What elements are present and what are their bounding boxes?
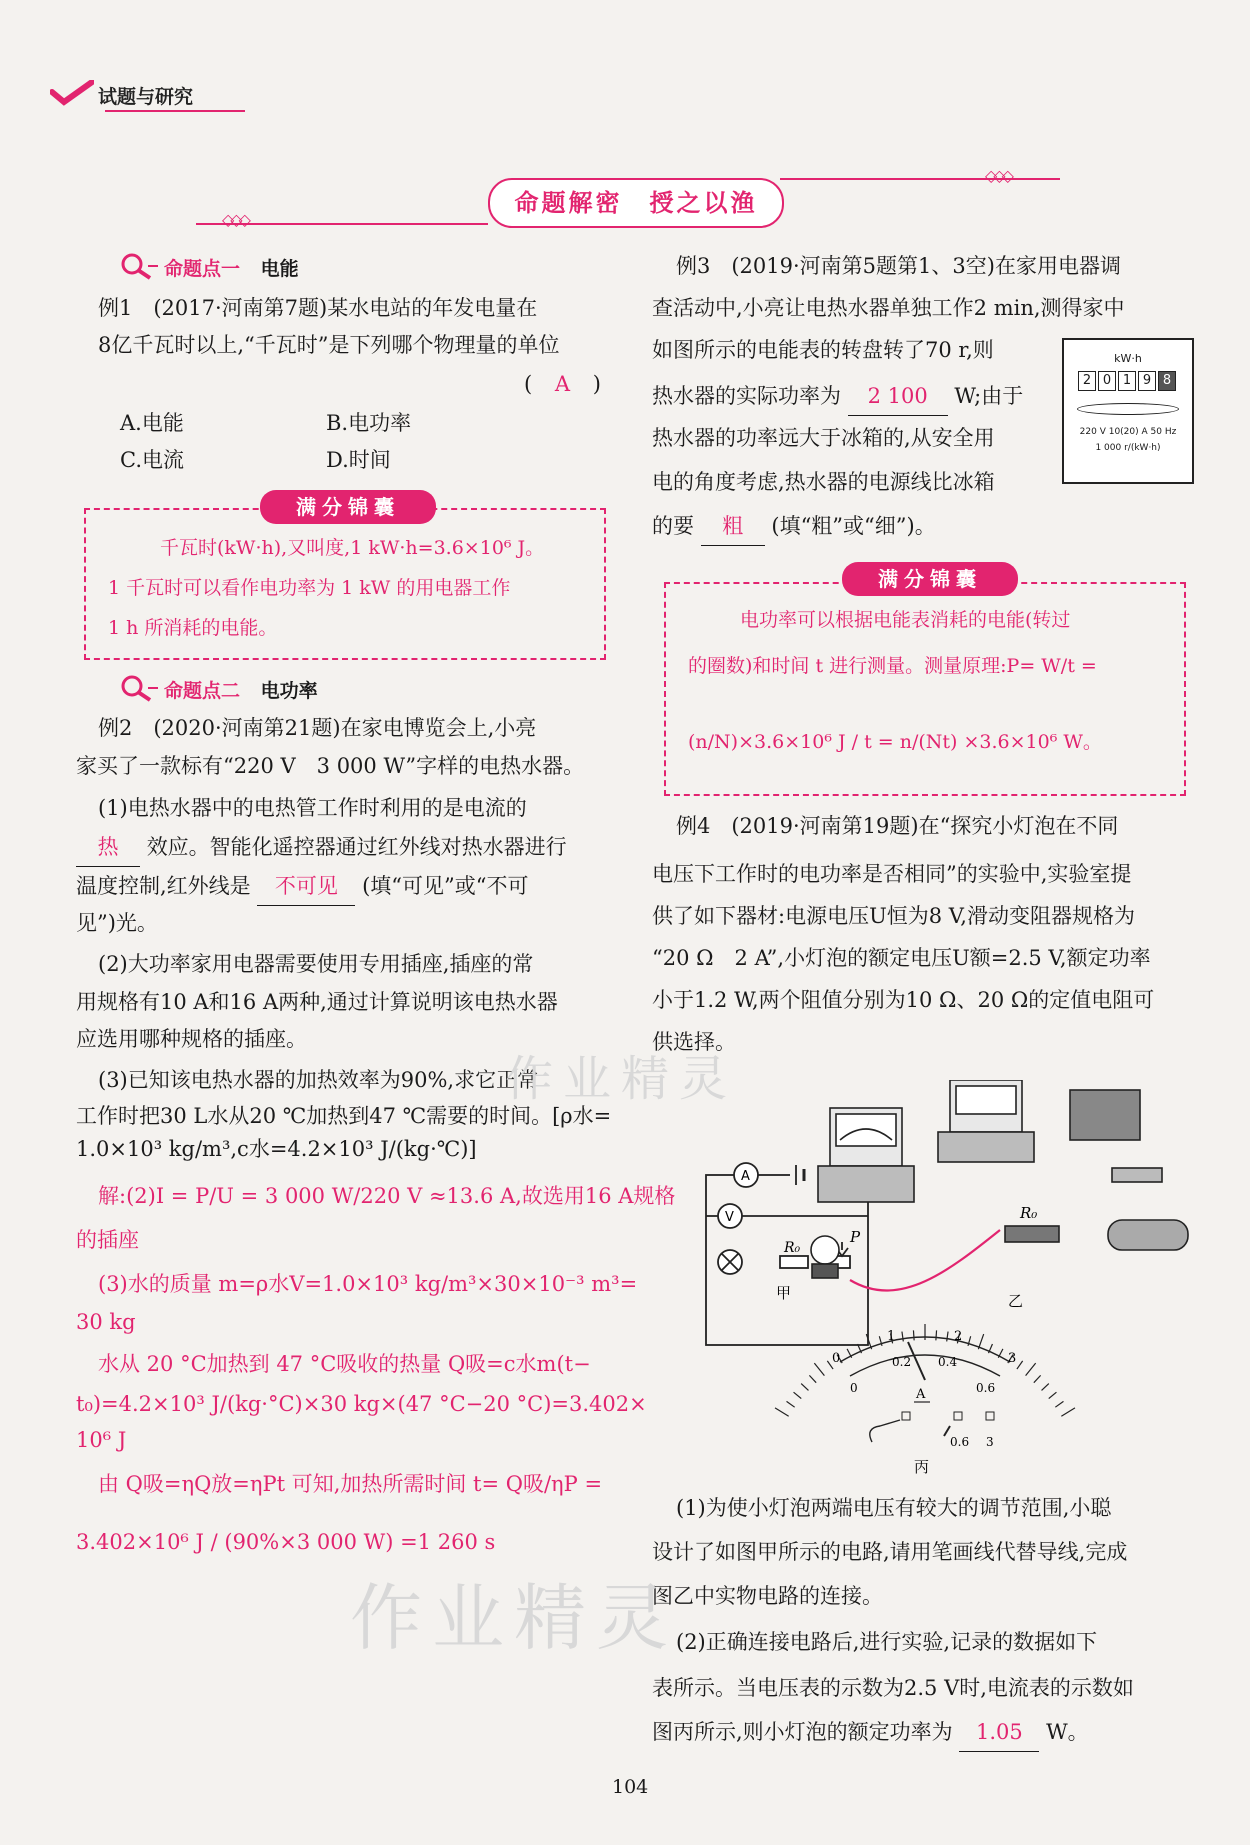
banner-rule-right (780, 178, 1060, 180)
terminal-0.6: 0.6 (950, 1435, 970, 1449)
dial-tick (1026, 1363, 1036, 1375)
magnifier-icon (120, 674, 160, 707)
meter-digit: 8 (1158, 371, 1176, 391)
dial-tick (814, 1363, 824, 1375)
meter-digit: 9 (1138, 371, 1156, 391)
dial-tick (787, 1401, 795, 1407)
question1-line2: 设计了如图甲所示的电路,请用笔画线代替导线,完成 (652, 1540, 1128, 1564)
diamond-ornament-right: ◇◇◇ (985, 166, 1010, 185)
voltmeter-label: V (725, 1210, 734, 1225)
dial-tick (978, 1334, 983, 1349)
example2-line4: 热 效应。智能化遥控器通过红外线对热水器进行 (76, 829, 567, 867)
dial-tick (1017, 1361, 1023, 1369)
solution-line5: 水从 20 °C加热到 47 °C吸收的热量 Q吸=c水m(t− (98, 1352, 591, 1376)
meter-digit: 2 (1078, 371, 1096, 391)
drawn-wire (850, 1230, 1000, 1290)
example2-line6: 见”)光。 (76, 911, 158, 935)
magnifier-icon (120, 252, 160, 285)
dial-tick (1042, 1384, 1049, 1391)
figure-label-yi: 乙 (1008, 1292, 1024, 1310)
example1-line2: 8亿千瓦时以上,“千瓦时”是下列哪个物理量的单位 (98, 333, 560, 357)
dial-tick (947, 1332, 948, 1342)
dial-top-3: 3 (1008, 1351, 1017, 1366)
meter-digit: 1 (1118, 371, 1136, 391)
section-heading-2 (122, 676, 318, 703)
solution-line7: 10⁶ J (76, 1428, 127, 1452)
example4-line5: 小于1.2 W,两个阻值分别为10 Ω、20 Ω的定值电阻可 (652, 988, 1155, 1012)
example2-line1: 例2 (2020·河南第21题)在家电博览会上,小亮 (98, 716, 537, 740)
dial-tick (809, 1375, 816, 1382)
dial-tick (913, 1330, 914, 1340)
example2-line11: 工作时把30 L水从20 ℃加热到47 ℃需要的时间。[ρ水= (76, 1104, 612, 1128)
meter-spec2: 1 000 r/(kW·h) (1095, 443, 1161, 453)
dial-tick (775, 1408, 789, 1416)
page-number: 104 (612, 1776, 649, 1798)
dial-tick (902, 1332, 903, 1342)
dial-tick (1049, 1392, 1057, 1398)
option-b: B.电功率 (326, 411, 412, 435)
section-name-1: 电能 (260, 258, 299, 280)
dial-bottom-2: 0.4 (938, 1355, 958, 1369)
resistor-label: R₀ (784, 1240, 801, 1256)
dial-tick (794, 1392, 802, 1398)
example3-line6: 电的角度考虑,热水器的电源线比冰箱 (652, 470, 995, 494)
example4-line2: 电压下工作时的电功率是否相同”的实验中,实验室提 (652, 862, 1132, 886)
meter-spec1: 220 V 10(20) A 50 Hz (1079, 427, 1177, 437)
diamond-ornament-left: ◇◇◇ (222, 210, 247, 229)
check-icon (50, 80, 94, 110)
example2-line10: (3)已知该电热水器的加热效率为90%,求它正常 (98, 1068, 539, 1092)
apparatus-r0-label: R₀ (1020, 1204, 1038, 1222)
meter-digits (1064, 369, 1192, 391)
example1-answer: ( A ) (524, 372, 601, 396)
question2-line3: 图丙所示,则小灯泡的额定功率为 1.05 W。 (652, 1714, 1089, 1752)
section-label-2: 命题点二 (164, 680, 241, 702)
dial-tick (1055, 1401, 1063, 1407)
dial-top-0: 0 (832, 1351, 841, 1366)
tip-box-1-line3: 1 h 所消耗的电能。 (108, 617, 278, 639)
solution-line9: 3.402×10⁶ J / (90%×3 000 W) =1 260 s (76, 1530, 496, 1554)
terminal-3: 3 (986, 1435, 994, 1449)
figure-label-jia: 甲 (776, 1284, 792, 1302)
header-tag: 试题与研究 (98, 86, 194, 108)
watermark-mid: 作业精灵 (505, 1051, 738, 1107)
question1-line3: 图乙中实物电路的连接。 (652, 1584, 883, 1608)
solution-line1: 解:(2)I = P/U = 3 000 W/220 V ≈13.6 A,故选用16 A规格 (98, 1184, 676, 1208)
solution-line4: 30 kg (76, 1310, 136, 1334)
tip-box-2-line3: (n/N)×3.6×10⁶ J / t = n/(Nt) ×3.6×10⁶ W。 (688, 731, 1102, 753)
example4-line4: “20 Ω 2 A”,小灯泡的额定电压U额=2.5 V,额定功率 (652, 946, 1151, 970)
ammeter-label: A (741, 1169, 750, 1184)
dial-top-1: 1 (887, 1329, 896, 1344)
dial-unit: A (916, 1387, 926, 1402)
electricity-meter (1062, 338, 1194, 484)
tip-box-2-line1: 电功率可以根据电能表消耗的电能(转过 (740, 609, 1071, 631)
solution-line3: (3)水的质量 m=ρ水V=1.0×10³ kg/m³×30×10⁻³ m³= (98, 1272, 638, 1296)
tip-box-1-title: 满分锦囊 (260, 490, 436, 524)
example3-line4: 热水器的实际功率为 2 100 W;由于 (652, 378, 1023, 416)
meter-disc (1077, 403, 1179, 415)
ammeter-dial (840, 1337, 1010, 1376)
section-label-1: 命题点一 (164, 258, 241, 280)
section-name-2: 电功率 (260, 680, 318, 702)
example2-line8: 用规格有10 A和16 A两种,通过计算说明该电热水器 (76, 990, 558, 1014)
example2-line3: (1)电热水器中的电热管工作时利用的是电流的 (98, 796, 527, 820)
question2-line1: (2)正确连接电路后,进行实验,记录的数据如下 (676, 1630, 1098, 1654)
section-heading-1 (122, 254, 299, 281)
watermark-bottom: 作业精灵 (350, 1576, 679, 1660)
tip-box-1-line1: 千瓦时(kW·h),又叫度,1 kW·h=3.6×10⁶ J。 (160, 537, 545, 559)
meter-unit: kW·h (1114, 352, 1142, 365)
question2-line2: 表所示。当电压表的示数为2.5 V时,电流表的示数如 (652, 1676, 1134, 1700)
header-underline (105, 110, 245, 112)
example2-line9: 应选用哪种规格的插座。 (76, 1027, 307, 1051)
example4-line6: 供选择。 (652, 1030, 736, 1054)
option-c: C.电流 (120, 448, 184, 472)
example3-line7: 的要 粗 (填“粗”或“细”)。 (652, 508, 936, 546)
dial-tick (936, 1330, 937, 1340)
solution-line8: 由 Q吸=ηQ放=ηPt 可知,加热所需时间 t= Q吸/ηP = (98, 1472, 603, 1496)
circuit-figure (700, 1080, 1220, 1480)
solution-line6: t₀)=4.2×10³ J/(kg·°C)×30 kg×(47 °C−20 °C)=3.402× (76, 1392, 647, 1416)
option-d: D.时间 (326, 448, 391, 472)
example4-line3: 供了如下器材:电源电压U恒为8 V,滑动变阻器规格为 (652, 904, 1135, 928)
tip-box-2-title: 满分锦囊 (842, 562, 1018, 596)
example4-line1: 例4 (2019·河南第19题)在“探究小灯泡在不同 (676, 814, 1119, 838)
dial-bottom-1: 0.2 (892, 1355, 912, 1369)
example2-line12: 1.0×10³ kg/m³,c水=4.2×10³ J/(kg·℃)] (76, 1137, 477, 1161)
banner-title: 命题解密 授之以渔 (488, 178, 784, 228)
answer-blank-heat: 热 (76, 829, 140, 867)
example3-line3: 如图所示的电能表的转盘转了70 r,则 (652, 338, 994, 362)
tip-box-1-line2: 1 千瓦时可以看作电功率为 1 kW 的用电器工作 (108, 577, 511, 599)
option-a: A.电能 (120, 411, 184, 435)
answer-blank-thick: 粗 (701, 508, 765, 546)
question1-line1: (1)为使小灯泡两端电压有较大的调节范围,小聪 (676, 1496, 1112, 1520)
dial-top-2: 2 (954, 1329, 963, 1344)
example3-line2: 查活动中,小亮让电热水器单独工作2 min,测得家中 (652, 296, 1125, 320)
example3-line1: 例3 (2019·河南第5题第1、3空)在家用电器调 (676, 254, 1121, 278)
example1-line1: 例1 (2017·河南第7题)某水电站的年发电量在 (98, 296, 538, 320)
example3-line5: 热水器的功率远大于冰箱的,从安全用 (652, 426, 995, 450)
dial-bottom-0: 0 (850, 1381, 858, 1395)
dial-bottom-3: 0.6 (976, 1381, 996, 1395)
figure-label-bing: 丙 (914, 1458, 930, 1476)
slider-label: P (850, 1228, 861, 1246)
tip-box-2-line2: 的圈数)和时间 t 进行测量。测量原理:P= W/t = (688, 655, 1097, 677)
example2-line7: (2)大功率家用电器需要使用专用插座,插座的常 (98, 952, 534, 976)
dial-tick (801, 1384, 808, 1391)
answer-blank-power: 2 100 (848, 378, 948, 416)
example2-line5: 温度控制,红外线是 不可见 (填“可见”或“不可 (76, 868, 528, 906)
meter-digit: 0 (1098, 371, 1116, 391)
solution-line2: 的插座 (76, 1228, 139, 1252)
answer-blank-invisible: 不可见 (257, 868, 355, 906)
dial-tick (1034, 1375, 1041, 1382)
example2-line2: 家买了一款标有“220 V 3 000 W”字样的电热水器。 (76, 754, 585, 778)
dial-tick (1061, 1408, 1075, 1416)
answer-blank-rated-power: 1.05 (959, 1714, 1039, 1752)
